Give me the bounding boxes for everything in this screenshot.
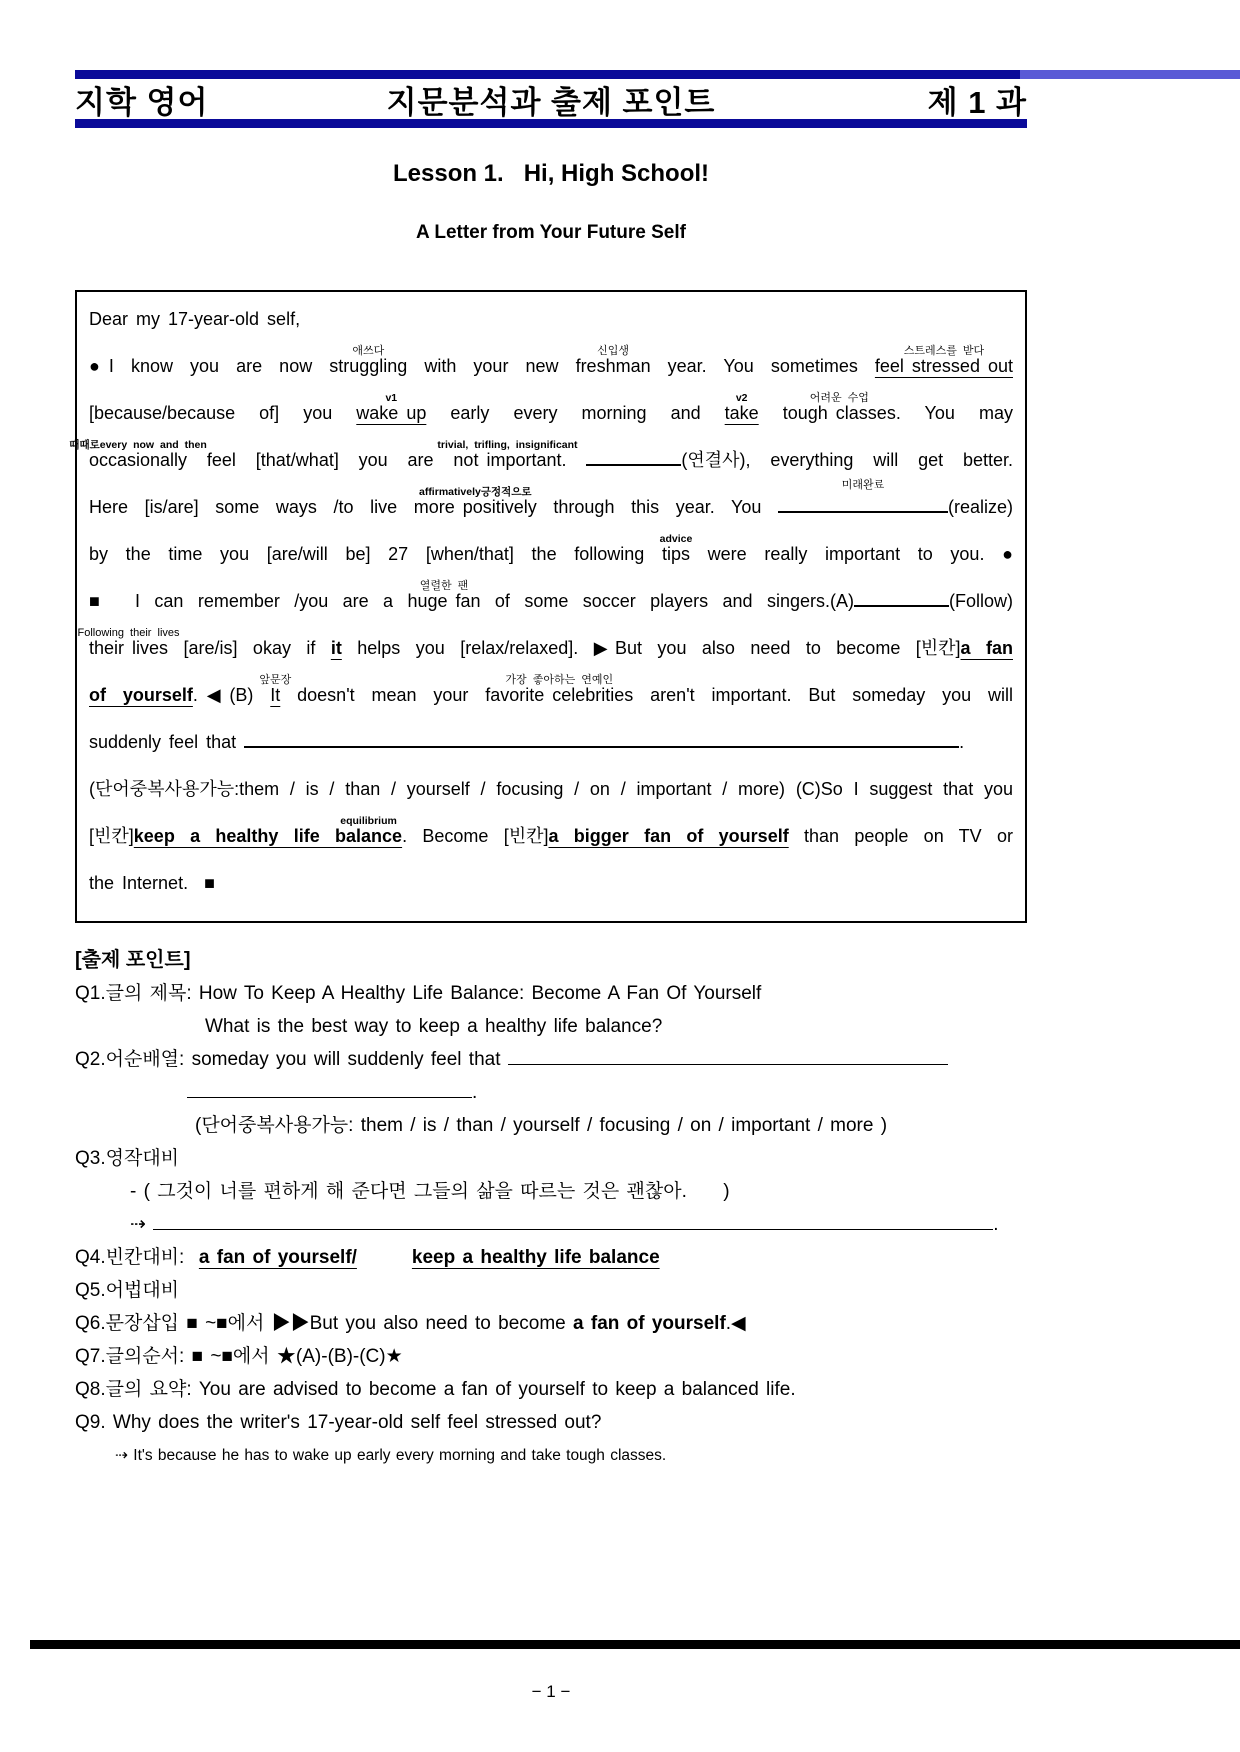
text-segment: (realize) bbox=[947, 497, 1013, 517]
question-line-15 bbox=[75, 1439, 1027, 1472]
question-line-11 bbox=[75, 1307, 1027, 1340]
passage-line-13 bbox=[89, 860, 1013, 907]
annotation: 신입생 bbox=[597, 345, 630, 357]
text-segment: early every morning and bbox=[426, 403, 725, 423]
text-segment: a fan bbox=[960, 638, 1013, 658]
text-segment: ⇢ It's because he has to wake up early every morning and take tough classes. bbox=[115, 1447, 667, 1464]
header-row bbox=[75, 79, 1027, 119]
footer-rule bbox=[30, 1640, 1240, 1649]
text-segment: through this year. You bbox=[536, 497, 778, 517]
annotation: 어려운 수업 bbox=[809, 392, 869, 404]
passage-line-9 bbox=[89, 672, 1013, 719]
blank-underline bbox=[153, 1227, 993, 1230]
text-segment: Q5.어법대비 bbox=[75, 1280, 180, 1301]
text-segment: doesn't mean your bbox=[280, 685, 486, 705]
text-segment: a fan of yourself/ bbox=[198, 1247, 357, 1268]
blank-underline bbox=[187, 1095, 472, 1098]
passage-line-7 bbox=[89, 578, 1013, 625]
text-segment bbox=[759, 403, 783, 423]
annotation: 가장 좋아하는 연예인 bbox=[505, 674, 614, 686]
text-segment: (연결사), everything will get better. bbox=[681, 450, 1013, 470]
text-segment: .◀ bbox=[725, 1313, 746, 1334]
annotation: advice bbox=[659, 533, 693, 545]
text-segment: were really important to you. ● bbox=[689, 544, 1013, 564]
text-segment: . Become [빈칸] bbox=[402, 826, 549, 846]
passage-line-4 bbox=[69, 437, 1013, 484]
text-segment: of some soccer players and singers.(A) bbox=[480, 591, 854, 611]
page-header bbox=[75, 0, 1027, 128]
text-segment: it bbox=[330, 638, 342, 658]
text-segment: their lives Following their lives bbox=[77, 627, 180, 658]
annotation: equilibrium bbox=[340, 815, 397, 827]
blank-underline bbox=[854, 603, 949, 607]
annotation: affirmatively긍정적으로 bbox=[418, 486, 532, 498]
text-segment: ⇢ bbox=[130, 1214, 154, 1235]
text-segment: a bigger fan of yourself bbox=[548, 826, 789, 846]
text-segment: the Internet. ■ bbox=[89, 873, 215, 893]
text-segment: feel stressed out 스트레스를 받다 bbox=[874, 345, 1013, 376]
header-top-bar-light-segment bbox=[1020, 70, 1240, 79]
text-segment: ■ I can remember /you are a bbox=[89, 591, 408, 611]
text-segment: . bbox=[959, 732, 965, 752]
annotation: 애쓰다 bbox=[352, 345, 385, 357]
text-segment: tough classes 어려운 수업 bbox=[782, 392, 896, 423]
question-line-14 bbox=[75, 1406, 1027, 1439]
text-segment: huge fan 열렬한 팬 bbox=[407, 580, 481, 611]
question-line-9 bbox=[75, 1241, 1027, 1274]
text-segment: aren't important. But someday you will bbox=[633, 685, 1014, 705]
lesson-title: Lesson 1. Hi, High School! bbox=[392, 160, 710, 187]
passage-line-5 bbox=[89, 479, 1013, 531]
text-segment: Q3.영작대비 bbox=[75, 1148, 180, 1169]
annotation: v2 bbox=[735, 392, 748, 404]
text-segment: Q4.빈칸대비: bbox=[75, 1247, 199, 1268]
questions-heading: [출제 포인트] bbox=[75, 949, 191, 971]
passage-box bbox=[69, 290, 1027, 923]
text-segment: feel [that/what] you are bbox=[187, 450, 454, 470]
text-segment: year. You sometimes bbox=[650, 356, 875, 376]
text-segment: Here [is/are] some ways /to live bbox=[89, 497, 414, 517]
text-segment: Dear my 17-year-old self, bbox=[89, 309, 301, 329]
blank-underline bbox=[586, 462, 681, 466]
text-segment: Q2.어순배열: someday you will suddenly feel that bbox=[75, 1049, 508, 1070]
text-segment: What is the best way to keep a healthy life balance? bbox=[205, 1016, 663, 1037]
text-segment: (단어중복사용가능: them / is / than / yourself / focusing / on / important / more ) bbox=[195, 1115, 888, 1136]
text-segment: [because/because of] you bbox=[89, 403, 357, 423]
annotation: 앞문장 bbox=[259, 674, 292, 686]
question-line-8 bbox=[75, 1208, 1027, 1241]
passage-line-2 bbox=[89, 343, 1013, 390]
header-center-title: 지문분석과 출제 포인트 bbox=[386, 84, 716, 120]
question-line-13 bbox=[75, 1373, 1027, 1406]
text-segment: Q6.문장삽입 ■ ~■에서 ▶▶But you also need to become bbox=[75, 1313, 574, 1334]
lesson-subtitle: A Letter from Your Future Self bbox=[416, 222, 686, 243]
question-line-5 bbox=[75, 1109, 1027, 1142]
text-segment: a fan of yourself bbox=[573, 1313, 726, 1334]
passage-line-11 bbox=[89, 766, 1013, 813]
text-segment: ●I know you are now bbox=[89, 356, 330, 376]
text-segment: - ( 그것이 너를 편하게 해 준다면 그들의 삶을 따르는 것은 괜찮아. ) bbox=[130, 1181, 730, 1202]
passage-line-8 bbox=[77, 625, 1013, 672]
passage-line-3 bbox=[89, 390, 1013, 437]
text-segment: . bbox=[993, 1214, 999, 1235]
annotation: trivial, trifling, insignificant bbox=[437, 439, 578, 451]
passage-line-1 bbox=[89, 296, 1013, 343]
annotation: 때때로every now and then bbox=[69, 439, 207, 451]
text-segment: not important trivial, trifling, insignificant bbox=[437, 439, 578, 470]
text-segment: (단어중복사용가능:them / is / than / yourself / focusing / on / important / more) (C)So I suggest that you bbox=[89, 779, 1013, 799]
annotation: 스트레스를 받다 bbox=[903, 345, 985, 357]
question-line-10 bbox=[75, 1274, 1027, 1307]
text-segment: . You may bbox=[895, 403, 1013, 423]
text-segment: suddenly feel that bbox=[89, 732, 245, 752]
text-segment: . bbox=[561, 450, 587, 470]
blank-underline bbox=[778, 479, 948, 513]
text-segment: Q9. Why does the writer's 17-year-old self feel stressed out? bbox=[75, 1412, 602, 1433]
question-line-2 bbox=[75, 1010, 1027, 1043]
text-segment: (Follow) bbox=[948, 591, 1013, 611]
text-segment: balance equilibrium bbox=[335, 815, 403, 846]
question-line-3 bbox=[75, 1043, 1027, 1076]
annotation: Following their lives bbox=[77, 627, 180, 639]
passage-line-6 bbox=[89, 531, 1013, 578]
header-right-title: 제 1 과 bbox=[927, 84, 1027, 120]
text-segment: keep a healthy life bbox=[133, 826, 336, 846]
questions-section bbox=[75, 943, 1027, 1472]
question-line-1 bbox=[75, 977, 1027, 1010]
question-line-7 bbox=[75, 1175, 1027, 1208]
text-segment: more positively affirmatively긍정적으로 bbox=[413, 486, 537, 517]
text-segment: Q1.글의 제목: How To Keep A Healthy Life Balance: Become A Fan Of Yourself bbox=[75, 983, 762, 1004]
annotation: 미래완료 bbox=[841, 479, 885, 491]
question-line-12 bbox=[75, 1340, 1027, 1373]
text-segment: take v2 bbox=[724, 392, 759, 423]
text-segment: wake up v1 bbox=[356, 392, 427, 423]
text-segment: with your new bbox=[407, 356, 576, 376]
text-segment: Q7.글의순서: ■ ~■에서 ★(A)-(B)-(C)★ bbox=[75, 1346, 403, 1367]
passage-line-10 bbox=[89, 719, 1013, 766]
annotation: v1 bbox=[385, 392, 398, 404]
text-segment: helps you [relax/relaxed]. ▶But you also need to become [빈칸] bbox=[341, 638, 961, 658]
annotation: 열렬한 팬 bbox=[419, 580, 469, 592]
blank-underline bbox=[244, 744, 959, 748]
question-line-6 bbox=[75, 1142, 1027, 1175]
text-segment: by the time you [are/will be] 27 [when/that] the following bbox=[89, 544, 662, 564]
text-segment: . bbox=[472, 1082, 478, 1103]
page-number: − 1 − bbox=[531, 1682, 571, 1701]
text-segment: It 앞문장 bbox=[259, 674, 292, 705]
text-segment: than people on TV or bbox=[788, 826, 1013, 846]
text-segment: favorite celebrities 가장 좋아하는 연예인 bbox=[485, 674, 634, 705]
header-left-title: 지학 영어 bbox=[75, 84, 209, 120]
text-segment: tips advice bbox=[659, 533, 693, 564]
text-segment: occasionally 때때로every now and then bbox=[69, 439, 207, 470]
question-line-4 bbox=[75, 1076, 1027, 1109]
text-segment: of yourself bbox=[89, 685, 193, 705]
text-segment: [are/is] okay if bbox=[168, 638, 331, 658]
text-segment: Q8.글의 요약: You are advised to become a fan of yourself to keep a balanced life. bbox=[75, 1379, 796, 1400]
blank-underline bbox=[508, 1062, 948, 1065]
page bbox=[69, 0, 1027, 1472]
text-segment: [빈칸] bbox=[89, 826, 134, 846]
text-segment: .◀(B) bbox=[192, 685, 271, 705]
text-segment: keep a healthy life balance bbox=[411, 1247, 660, 1268]
passage-line-12 bbox=[89, 813, 1013, 860]
text-segment: freshman 신입생 bbox=[575, 345, 651, 376]
text-segment: struggling 애쓰다 bbox=[329, 345, 408, 376]
